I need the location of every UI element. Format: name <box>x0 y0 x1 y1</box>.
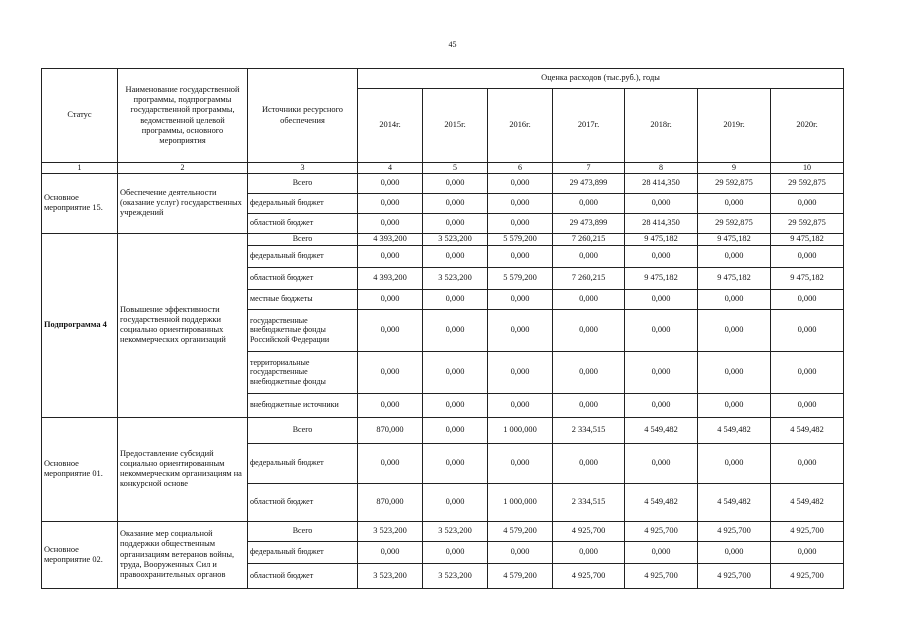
expense-value: 3 523,200 <box>423 563 488 588</box>
header-status: Статус <box>42 69 118 163</box>
expense-value: 0,000 <box>771 193 844 213</box>
expense-value: 4 549,482 <box>625 417 698 443</box>
column-index: 1 <box>42 163 118 174</box>
expense-value: 0,000 <box>488 541 553 563</box>
expense-value: 0,000 <box>698 245 771 267</box>
expense-value: 0,000 <box>553 309 625 351</box>
expense-value: 29 473,899 <box>553 213 625 233</box>
expense-value: 29 592,875 <box>698 213 771 233</box>
column-index: 5 <box>423 163 488 174</box>
expense-value: 4 925,700 <box>553 563 625 588</box>
expense-value: 0,000 <box>423 443 488 483</box>
expense-value: 0,000 <box>358 289 423 309</box>
expense-value: 0,000 <box>488 245 553 267</box>
expense-value: 4 549,482 <box>771 417 844 443</box>
header-year: 2017г. <box>553 89 625 163</box>
expense-value: 4 549,482 <box>698 417 771 443</box>
funding-source: территориальные государственные внебюджетные фонды <box>248 351 358 393</box>
expense-value: 0,000 <box>358 393 423 417</box>
expense-value: 0,000 <box>358 541 423 563</box>
expense-value: 0,000 <box>698 393 771 417</box>
expense-value: 0,000 <box>698 443 771 483</box>
row-name: Оказание мер социальной поддержки общественным организациям ветеранов войны, труда, Вооруженных Сил и правоохранительных органов <box>118 521 248 588</box>
funding-source: областной бюджет <box>248 267 358 289</box>
expense-value: 29 592,875 <box>771 213 844 233</box>
expense-value: 3 523,200 <box>358 521 423 541</box>
expense-value: 0,000 <box>423 309 488 351</box>
expense-value: 28 414,350 <box>625 213 698 233</box>
funding-source: Всего <box>248 417 358 443</box>
expense-value: 5 579,200 <box>488 233 553 245</box>
funding-source: областной бюджет <box>248 483 358 521</box>
expense-value: 0,000 <box>771 245 844 267</box>
row-name: Повышение эффективности государственной поддержки социально ориентированных некоммерческих организаций <box>118 233 248 417</box>
expense-value: 4 579,200 <box>488 521 553 541</box>
expense-value: 2 334,515 <box>553 417 625 443</box>
funding-source: внебюджетные источники <box>248 393 358 417</box>
column-index: 7 <box>553 163 625 174</box>
expense-value: 0,000 <box>423 351 488 393</box>
expense-value: 0,000 <box>771 351 844 393</box>
expense-value: 0,000 <box>553 393 625 417</box>
funding-source: федеральный бюджет <box>248 245 358 267</box>
expense-value: 0,000 <box>423 213 488 233</box>
expense-value: 0,000 <box>423 393 488 417</box>
funding-source: местные бюджеты <box>248 289 358 309</box>
expense-value: 2 334,515 <box>553 483 625 521</box>
expense-table <box>41 68 844 589</box>
expense-value: 4 393,200 <box>358 267 423 289</box>
expense-value: 0,000 <box>698 351 771 393</box>
funding-source: областной бюджет <box>248 213 358 233</box>
expense-value: 0,000 <box>553 289 625 309</box>
expense-value: 0,000 <box>771 541 844 563</box>
funding-source: федеральный бюджет <box>248 193 358 213</box>
expense-value: 0,000 <box>698 289 771 309</box>
expense-value: 4 925,700 <box>625 521 698 541</box>
expense-value: 4 549,482 <box>771 483 844 521</box>
expense-value: 0,000 <box>423 245 488 267</box>
expense-value: 0,000 <box>771 309 844 351</box>
expense-value: 4 925,700 <box>771 563 844 588</box>
header-year: 2014г. <box>358 89 423 163</box>
expense-value: 0,000 <box>553 443 625 483</box>
expense-value: 4 925,700 <box>698 521 771 541</box>
expense-value: 9 475,182 <box>698 267 771 289</box>
expense-value: 0,000 <box>488 193 553 213</box>
expense-value: 0,000 <box>553 351 625 393</box>
header-year: 2015г. <box>423 89 488 163</box>
expense-value: 0,000 <box>358 173 423 193</box>
row-status: Основное мероприятие 15. <box>42 173 118 233</box>
expense-value: 0,000 <box>488 393 553 417</box>
expense-value: 0,000 <box>358 193 423 213</box>
expense-value: 4 925,700 <box>553 521 625 541</box>
funding-source: областной бюджет <box>248 563 358 588</box>
expense-value: 3 523,200 <box>358 563 423 588</box>
expense-value: 29 592,875 <box>771 173 844 193</box>
expense-value: 29 592,875 <box>698 173 771 193</box>
row-status: Основное мероприятие 01. <box>42 417 118 521</box>
expense-value: 0,000 <box>423 289 488 309</box>
header-year: 2018г. <box>625 89 698 163</box>
expense-value: 0,000 <box>771 393 844 417</box>
expense-value: 0,000 <box>625 309 698 351</box>
expense-value: 1 000,000 <box>488 417 553 443</box>
funding-source: государственные внебюджетные фонды Российской Федерации <box>248 309 358 351</box>
expense-value: 0,000 <box>698 193 771 213</box>
funding-source: федеральный бюджет <box>248 541 358 563</box>
expense-value: 0,000 <box>553 541 625 563</box>
expense-value: 0,000 <box>488 173 553 193</box>
expense-value: 0,000 <box>698 541 771 563</box>
expense-value: 0,000 <box>358 443 423 483</box>
funding-source: федеральный бюджет <box>248 443 358 483</box>
expense-value: 5 579,200 <box>488 267 553 289</box>
expense-value: 4 579,200 <box>488 563 553 588</box>
table-row <box>42 521 844 541</box>
expense-value: 870,000 <box>358 417 423 443</box>
expense-value: 0,000 <box>423 541 488 563</box>
column-index: 9 <box>698 163 771 174</box>
table-row <box>42 173 844 193</box>
expense-value: 29 473,899 <box>553 173 625 193</box>
expense-value: 0,000 <box>358 309 423 351</box>
row-status: Подпрограмма 4 <box>42 233 118 417</box>
funding-source: Всего <box>248 521 358 541</box>
expense-value: 9 475,182 <box>698 233 771 245</box>
expense-value: 7 260,215 <box>553 267 625 289</box>
expense-value: 3 523,200 <box>423 521 488 541</box>
expense-value: 0,000 <box>625 541 698 563</box>
expense-value: 4 925,700 <box>698 563 771 588</box>
expense-value: 0,000 <box>625 443 698 483</box>
header-source: Источники ресурсного обеспечения <box>248 69 358 163</box>
expense-value: 0,000 <box>423 193 488 213</box>
expense-value: 0,000 <box>488 309 553 351</box>
expense-value: 0,000 <box>358 351 423 393</box>
expense-value: 0,000 <box>488 289 553 309</box>
expense-value: 1 000,000 <box>488 483 553 521</box>
expense-value: 0,000 <box>625 351 698 393</box>
header-year: 2020г. <box>771 89 844 163</box>
row-status: Основное мероприятие 02. <box>42 521 118 588</box>
expense-value: 9 475,182 <box>771 233 844 245</box>
expense-value: 0,000 <box>423 417 488 443</box>
header-year: 2019г. <box>698 89 771 163</box>
funding-source: Всего <box>248 173 358 193</box>
expense-value: 0,000 <box>423 173 488 193</box>
expense-value: 0,000 <box>625 289 698 309</box>
header-estimate: Оценка расходов (тыс.руб.), годы <box>358 69 844 89</box>
expense-value: 3 523,200 <box>423 233 488 245</box>
expense-value: 0,000 <box>358 213 423 233</box>
expense-value: 0,000 <box>771 289 844 309</box>
expense-value: 0,000 <box>625 193 698 213</box>
expense-value: 28 414,350 <box>625 173 698 193</box>
expense-value: 0,000 <box>423 483 488 521</box>
column-index: 2 <box>118 163 248 174</box>
expense-value: 0,000 <box>488 351 553 393</box>
expense-value: 9 475,182 <box>771 267 844 289</box>
expense-value: 0,000 <box>553 193 625 213</box>
header-name: Наименование государственной программы, подпрограммы государственной программы, ведомственной целевой программы, основного мероприятия <box>118 69 248 163</box>
column-index: 4 <box>358 163 423 174</box>
expense-value: 9 475,182 <box>625 233 698 245</box>
expense-value: 4 549,482 <box>698 483 771 521</box>
column-index: 8 <box>625 163 698 174</box>
expense-value: 0,000 <box>553 245 625 267</box>
funding-source: Всего <box>248 233 358 245</box>
expense-value: 0,000 <box>625 245 698 267</box>
expense-value: 4 393,200 <box>358 233 423 245</box>
page-number: 45 <box>448 40 457 49</box>
table-row <box>42 417 844 443</box>
expense-value: 4 549,482 <box>625 483 698 521</box>
row-name: Предоставление субсидий социально ориентированным некоммерческим организациям на конкурсной основе <box>118 417 248 521</box>
expense-value: 4 925,700 <box>625 563 698 588</box>
expense-value: 9 475,182 <box>625 267 698 289</box>
column-index: 6 <box>488 163 553 174</box>
expense-value: 0,000 <box>698 309 771 351</box>
expense-value: 0,000 <box>358 245 423 267</box>
expense-value: 0,000 <box>771 443 844 483</box>
header-year: 2016г. <box>488 89 553 163</box>
expense-value: 3 523,200 <box>423 267 488 289</box>
expense-value: 0,000 <box>625 393 698 417</box>
expense-value: 4 925,700 <box>771 521 844 541</box>
expense-value: 7 260,215 <box>553 233 625 245</box>
column-index: 10 <box>771 163 844 174</box>
expense-value: 0,000 <box>488 443 553 483</box>
expense-value: 0,000 <box>488 213 553 233</box>
table-row <box>42 233 844 245</box>
column-index: 3 <box>248 163 358 174</box>
expense-value: 870,000 <box>358 483 423 521</box>
row-name: Обеспечение деятельности (оказание услуг) государственных учреждений <box>118 173 248 233</box>
